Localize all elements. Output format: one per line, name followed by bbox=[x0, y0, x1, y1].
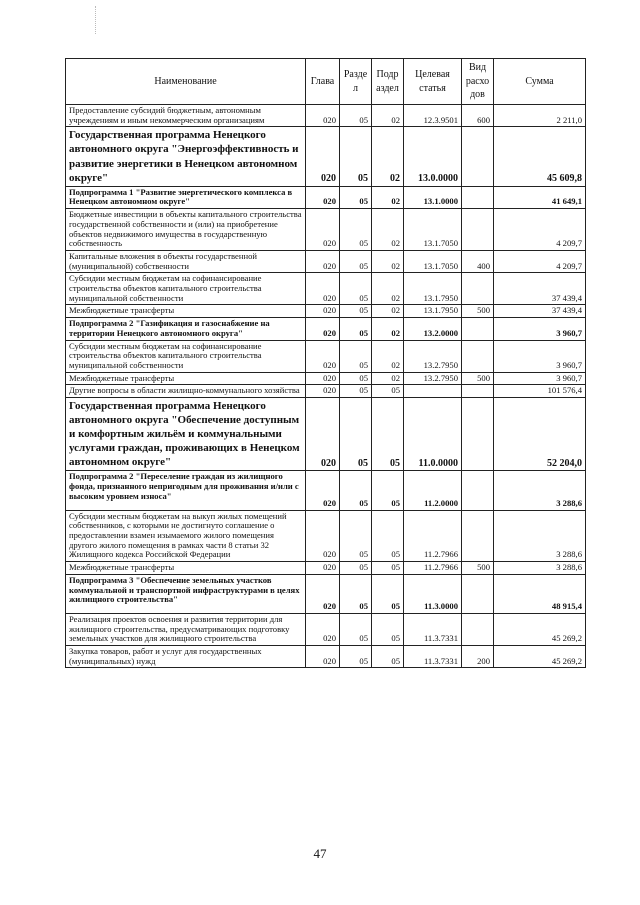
row-sum: 2 211,0 bbox=[494, 105, 586, 127]
table-row bbox=[66, 209, 586, 251]
row-target: 11.3.0000 bbox=[404, 574, 462, 613]
row-chapter: 020 bbox=[306, 574, 340, 613]
row-subsection: 02 bbox=[372, 372, 404, 385]
row-section: 05 bbox=[340, 250, 372, 272]
table-row bbox=[66, 646, 586, 668]
row-subsection: 05 bbox=[372, 471, 404, 510]
row-sum: 3 960,7 bbox=[494, 340, 586, 372]
row-target: 11.3.7331 bbox=[404, 613, 462, 645]
row-subsection: 02 bbox=[372, 340, 404, 372]
row-chapter: 020 bbox=[306, 398, 340, 471]
row-sum: 45 269,2 bbox=[494, 613, 586, 645]
row-chapter: 020 bbox=[306, 471, 340, 510]
table-row bbox=[66, 105, 586, 127]
row-subsection: 02 bbox=[372, 273, 404, 305]
row-section: 05 bbox=[340, 273, 372, 305]
row-section: 05 bbox=[340, 398, 372, 471]
row-name: Подпрограмма 3 "Обеспечение земельных участков коммунальной и транспортной инфраструктурами в целях жилищного строительства" bbox=[66, 574, 306, 613]
row-type: 200 bbox=[462, 646, 494, 668]
row-chapter: 020 bbox=[306, 613, 340, 645]
row-type bbox=[462, 209, 494, 251]
row-sum: 3 960,7 bbox=[494, 318, 586, 340]
row-name: Другие вопросы в области жилищно-коммунального хозяйства bbox=[66, 385, 306, 398]
row-sum: 48 915,4 bbox=[494, 574, 586, 613]
row-subsection: 02 bbox=[372, 209, 404, 251]
row-target bbox=[404, 385, 462, 398]
row-subsection: 05 bbox=[372, 574, 404, 613]
row-target: 13.1.7950 bbox=[404, 305, 462, 318]
row-section: 05 bbox=[340, 510, 372, 562]
row-sum: 3 288,6 bbox=[494, 510, 586, 562]
row-chapter: 020 bbox=[306, 186, 340, 208]
table-row bbox=[66, 471, 586, 510]
row-name: Государственная программа Ненецкого автономного округа "Обеспечение доступным и комфортным жильём и коммунальными услугами граждан, проживающих в Ненецком автономном округе" bbox=[66, 398, 306, 471]
row-chapter: 020 bbox=[306, 385, 340, 398]
row-type bbox=[462, 574, 494, 613]
table-row bbox=[66, 186, 586, 208]
row-subsection: 05 bbox=[372, 562, 404, 575]
row-sum: 37 439,4 bbox=[494, 305, 586, 318]
row-chapter: 020 bbox=[306, 646, 340, 668]
table-row bbox=[66, 305, 586, 318]
row-type bbox=[462, 471, 494, 510]
table-row bbox=[66, 273, 586, 305]
row-sum: 37 439,4 bbox=[494, 273, 586, 305]
scan-artifact bbox=[95, 6, 97, 34]
row-sum: 52 204,0 bbox=[494, 398, 586, 471]
row-chapter: 020 bbox=[306, 305, 340, 318]
row-sum: 4 209,7 bbox=[494, 250, 586, 272]
row-section: 05 bbox=[340, 646, 372, 668]
row-target: 13.1.7050 bbox=[404, 209, 462, 251]
row-sum: 45 269,2 bbox=[494, 646, 586, 668]
budget-table bbox=[65, 58, 586, 668]
row-type bbox=[462, 186, 494, 208]
row-section: 05 bbox=[340, 186, 372, 208]
table-row bbox=[66, 613, 586, 645]
row-type bbox=[462, 340, 494, 372]
table-row bbox=[66, 318, 586, 340]
row-section: 05 bbox=[340, 209, 372, 251]
header-sum: Сумма bbox=[494, 59, 586, 105]
row-target: 11.2.7966 bbox=[404, 562, 462, 575]
row-sum: 45 609,8 bbox=[494, 127, 586, 186]
row-target: 13.2.7950 bbox=[404, 372, 462, 385]
table-row bbox=[66, 340, 586, 372]
row-section: 05 bbox=[340, 105, 372, 127]
row-type bbox=[462, 273, 494, 305]
table-row bbox=[66, 510, 586, 562]
row-type bbox=[462, 510, 494, 562]
row-chapter: 020 bbox=[306, 273, 340, 305]
row-section: 05 bbox=[340, 318, 372, 340]
row-chapter: 020 bbox=[306, 105, 340, 127]
row-target: 11.2.7966 bbox=[404, 510, 462, 562]
row-target: 11.3.7331 bbox=[404, 646, 462, 668]
page-number: 47 bbox=[313, 846, 327, 861]
row-chapter: 020 bbox=[306, 562, 340, 575]
table-row bbox=[66, 385, 586, 398]
row-type: 500 bbox=[462, 372, 494, 385]
row-chapter: 020 bbox=[306, 318, 340, 340]
table-header-row bbox=[66, 59, 586, 105]
row-sum: 4 209,7 bbox=[494, 209, 586, 251]
row-name: Закупка товаров, работ и услуг для государственных (муниципальных) нужд bbox=[66, 646, 306, 668]
row-section: 05 bbox=[340, 613, 372, 645]
row-sum: 41 649,1 bbox=[494, 186, 586, 208]
row-subsection: 02 bbox=[372, 186, 404, 208]
row-subsection: 02 bbox=[372, 127, 404, 186]
row-type: 500 bbox=[462, 305, 494, 318]
row-section: 05 bbox=[340, 305, 372, 318]
row-name: Капитальные вложения в объекты государственной (муниципальной) собственности bbox=[66, 250, 306, 272]
row-chapter: 020 bbox=[306, 340, 340, 372]
row-sum: 3 960,7 bbox=[494, 372, 586, 385]
header-name: Наименование bbox=[66, 59, 306, 105]
row-chapter: 020 bbox=[306, 209, 340, 251]
row-name: Предоставление субсидий бюджетным, автономным учреждениям и иным некоммерческим организациям bbox=[66, 105, 306, 127]
table-row bbox=[66, 372, 586, 385]
row-type: 400 bbox=[462, 250, 494, 272]
table-row bbox=[66, 562, 586, 575]
row-subsection: 02 bbox=[372, 305, 404, 318]
row-name: Реализация проектов освоения и развития территории для жилищного строительства, предусматривающих подготовку земельных участков для жилищного строительства bbox=[66, 613, 306, 645]
row-target: 11.2.0000 bbox=[404, 471, 462, 510]
row-target: 12.3.9501 bbox=[404, 105, 462, 127]
row-type bbox=[462, 318, 494, 340]
row-name: Субсидии местным бюджетам на выкуп жилых помещений собственников, с которыми не достигнуто соглашение о предоставлении взамен изымаемого жилого помещения другого жилого помещения в рамках части 8 статьи 32 Жилищного кодекса Российской Федерации bbox=[66, 510, 306, 562]
row-sum: 3 288,6 bbox=[494, 471, 586, 510]
row-target: 13.0.0000 bbox=[404, 127, 462, 186]
row-type bbox=[462, 613, 494, 645]
row-section: 05 bbox=[340, 372, 372, 385]
header-section: Разде л bbox=[340, 59, 372, 105]
row-chapter: 020 bbox=[306, 250, 340, 272]
row-subsection: 05 bbox=[372, 646, 404, 668]
row-section: 05 bbox=[340, 562, 372, 575]
row-subsection: 05 bbox=[372, 398, 404, 471]
table-row bbox=[66, 574, 586, 613]
row-name: Государственная программа Ненецкого автономного округа "Энергоэффективность и развитие энергетики в Ненецком автономном округе" bbox=[66, 127, 306, 186]
row-target: 11.0.0000 bbox=[404, 398, 462, 471]
row-type: 500 bbox=[462, 562, 494, 575]
row-name: Субсидии местным бюджетам на софинансирование строительства объектов капитального строительства муниципальной собственности bbox=[66, 273, 306, 305]
row-section: 05 bbox=[340, 127, 372, 186]
row-section: 05 bbox=[340, 340, 372, 372]
table-row bbox=[66, 127, 586, 186]
header-type: Вид расхо дов bbox=[462, 59, 494, 105]
row-type: 600 bbox=[462, 105, 494, 127]
row-subsection: 02 bbox=[372, 105, 404, 127]
header-target: Целевая статья bbox=[404, 59, 462, 105]
row-name: Межбюджетные трансферты bbox=[66, 305, 306, 318]
table-row bbox=[66, 398, 586, 471]
row-chapter: 020 bbox=[306, 127, 340, 186]
row-type bbox=[462, 398, 494, 471]
row-section: 05 bbox=[340, 471, 372, 510]
row-chapter: 020 bbox=[306, 372, 340, 385]
row-subsection: 05 bbox=[372, 613, 404, 645]
row-name: Межбюджетные трансферты bbox=[66, 372, 306, 385]
row-sum: 3 288,6 bbox=[494, 562, 586, 575]
row-target: 13.2.0000 bbox=[404, 318, 462, 340]
row-subsection: 02 bbox=[372, 318, 404, 340]
row-sum: 101 576,4 bbox=[494, 385, 586, 398]
row-target: 13.2.7950 bbox=[404, 340, 462, 372]
row-subsection: 05 bbox=[372, 510, 404, 562]
row-name: Подпрограмма 1 "Развитие энергетического комплекса в Ненецком автономном округе" bbox=[66, 186, 306, 208]
row-target: 13.1.0000 bbox=[404, 186, 462, 208]
row-name: Подпрограмма 2 "Газификация и газоснабжение на территории Ненецкого автономного округа" bbox=[66, 318, 306, 340]
row-type bbox=[462, 127, 494, 186]
row-name: Подпрограмма 2 "Переселение граждан из жилищного фонда, признанного непригодным для проживания и/или с высоким уровнем износа" bbox=[66, 471, 306, 510]
row-name: Субсидии местным бюджетам на софинансирование строительства объектов капитального строительства муниципальной собственности bbox=[66, 340, 306, 372]
row-subsection: 02 bbox=[372, 250, 404, 272]
header-subsection: Подр аздел bbox=[372, 59, 404, 105]
row-chapter: 020 bbox=[306, 510, 340, 562]
row-section: 05 bbox=[340, 574, 372, 613]
row-name: Межбюджетные трансферты bbox=[66, 562, 306, 575]
table-body bbox=[66, 105, 586, 668]
row-target: 13.1.7950 bbox=[404, 273, 462, 305]
row-section: 05 bbox=[340, 385, 372, 398]
header-chapter: Глава bbox=[306, 59, 340, 105]
row-subsection: 05 bbox=[372, 385, 404, 398]
table-row bbox=[66, 250, 586, 272]
row-name: Бюджетные инвестиции в объекты капитального строительства государственной собственности и (или) на приобретение объектов недвижимого имущества в государственную собственность bbox=[66, 209, 306, 251]
row-target: 13.1.7050 bbox=[404, 250, 462, 272]
row-type bbox=[462, 385, 494, 398]
